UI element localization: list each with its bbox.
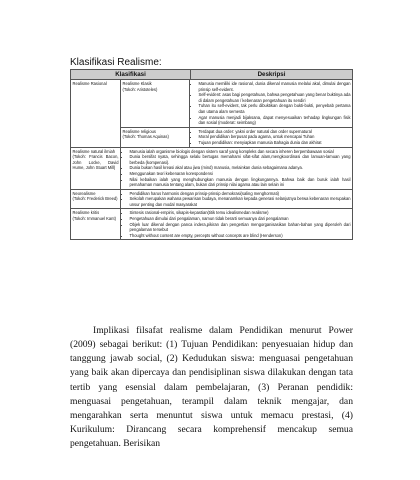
list-item: • Terdapat dua order: yakni order natural dan order supernatural — [199, 129, 351, 135]
list-item: • Self-evident: asas bagi pengetahuan, bahwa pengetahuan yang benar buktinya ada di dalam pengetahuan / kebenaran pengetahuan itu sendiri — [199, 92, 351, 103]
description-list — [123, 210, 351, 238]
table-header-row — [71, 70, 353, 80]
list-item: • Sintesis rasional-empiris, sikapis-kepastian(titik temu idealismedan realisme) — [130, 210, 351, 216]
list-item: • Pendidikan harus harmonis dengan prinsip-prinsip demokrasi(saling menghormati) — [130, 191, 351, 197]
sub-class-tokoh: (Tokoh: Thomas Aquinas) — [122, 134, 169, 140]
table-row — [71, 189, 353, 209]
list-item: • Manusia ialah organisme biologis dengan sistem saraf yang kompleks dan secara inheren berpembawaan sosial — [130, 149, 351, 155]
list-item: • Sekolah merupakan wahana pewarisan budaya, menanamkan kepada generasi selanjutnya berwa kebenaran merupakan unsur penting dan modal masyarakat — [130, 196, 351, 207]
list-item: • Manusia memiliki ide rasional, dunia dikenal manusia melalui akal, dimulai dengan prinsip self-evident. — [199, 81, 351, 92]
table-row — [71, 147, 353, 189]
header-klasifikasi: Klasifikasi — [71, 70, 191, 80]
klasifikasi-table — [70, 69, 353, 240]
body-paragraph: Implikasi filsafat realisme dalam Pendidikan menurut Power (2009) sebagai berikut: (1) Tujuan Pendidikan: penyesuaian hidup dan tanggung jawab social, (2) Kedudukan siswa: menguasai pengetahuan yang baik akan dipercaya dan pendisiplinan siswa dilakukan dengan tata tertib yang esensial dalam pembelajaran, (3) Peranan pendidik: menguasai pengetahuan, terampil dalam teknik mengajar, dan mengarahkan serta menuntut siswa untuk memacu prestasi, (4) Kurikulum: Dirancang secara komprehensif mencakup semua pengetahuan. Berisikan — [70, 325, 353, 450]
sub-class-label: Realisme religious — [122, 128, 156, 134]
class-tokoh: (Tokoh: Francis Bacon, John Locke, David Hume, John Stuart Mill) — [72, 154, 119, 171]
class-tokoh: (Tokoh: Frederick Breed) — [72, 196, 118, 202]
description-list — [123, 149, 351, 188]
list-item: • Thought without content are empty, percepts without concepts are blind (Henderson) — [130, 233, 351, 239]
table-row — [71, 209, 353, 240]
description-list — [123, 191, 351, 208]
list-item: • Menggunakan teori kebenaran korespondensi — [130, 171, 351, 177]
header-deskripsi: Deskripsi — [191, 70, 353, 80]
page-title: Klasifikasi Realisme: — [70, 57, 162, 68]
class-tokoh: (Tokoh: Immanuel Kant) — [72, 216, 116, 222]
list-item: • Moral pendidikan berpusat pada agama, untuk mencapai Tuhan — [199, 134, 351, 140]
list-item: • Dunia bukan hasil kreasi akal atau jiwa (mind) manusia, melainkan dunia sebagaimana adanya. — [130, 165, 351, 171]
description-list — [192, 81, 351, 126]
list-item: • Tujuan pendidikan: menyiapkan manusia Bahagia dunia dan akhirat — [199, 140, 351, 146]
list-item: • Pengetahuan dimulai dari pengalaman, namun tidak berarti semuanya dari pengalaman — [130, 216, 351, 222]
table-row — [71, 80, 353, 148]
description-list — [192, 129, 351, 146]
list-item: • Tuhan itu self-evident, tak perlu dibuktikan dengan bukti-bukti, penyebab pertama dan utama alam semesta — [199, 103, 351, 114]
list-item: • Nilai kebaikan ialah yang menghubungkan manusia dengan lingkungannya. Bahwa baik dan buruk ialah hasil pemahaman manusia tentang alam, bukan dari prinsip nilai agama atau lain selain ini — [130, 177, 351, 188]
class-label: Realisme Rasional — [72, 81, 107, 86]
class-label: Realisme kritis — [72, 210, 100, 216]
list-item: • Dunia bersifat nyata, sehingga selalu bertugas memahami sifat-sifat alam,mengkoordinasi dan lamuan-lamuan yang berbeda (kompenasi). — [130, 154, 351, 165]
list-item: • Objek luar dikenal dengan panca indera,pikiran dan pengertian mengorganisasikan bahan-bahan yang diperoleh dari pengalaman tersebut — [130, 222, 351, 233]
class-label: Neorealisme — [72, 190, 96, 196]
sub-class-tokoh: (Tokoh: Aristoteles) — [122, 86, 158, 92]
class-label: Realisme natural ilmiah — [72, 148, 116, 154]
list-item: • Agar manusia menjadi bijaksana, dapat menyesuaikan terhadap lingkungan fisik dan sosial (moderat: seimbang) — [199, 115, 351, 126]
sub-class-label: Realisme Klasik — [122, 81, 152, 86]
